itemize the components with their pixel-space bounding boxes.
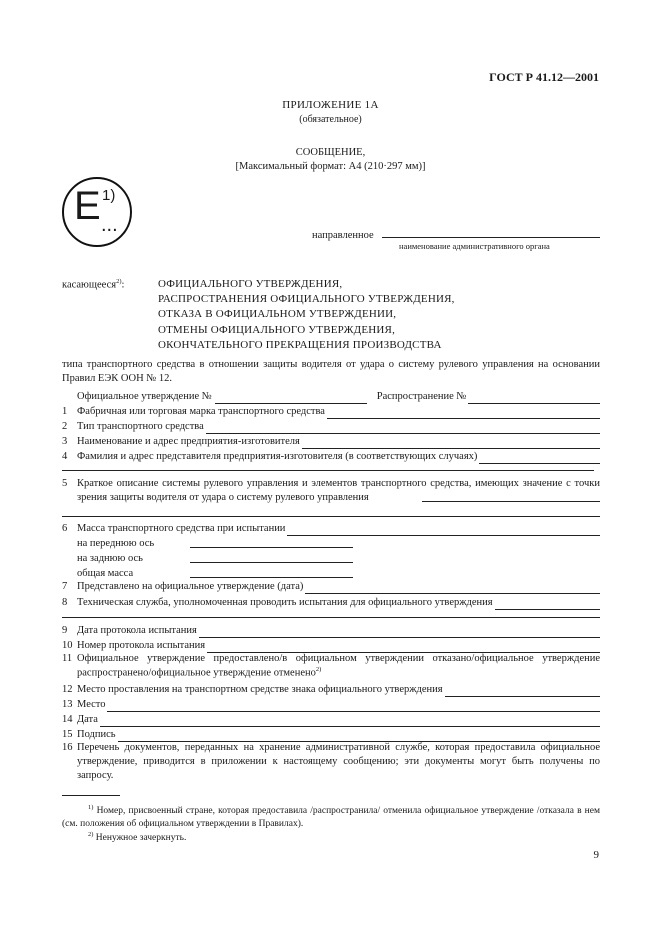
e-mark-symbol bbox=[62, 177, 132, 247]
item-11-text: Официальное утверждение предоставлено/в официальном утверждении отказано/официальное утверждение распространено/официальное утверждение отменено$^{2)}$ bbox=[77, 653, 600, 679]
e-mark-letter: E bbox=[74, 184, 101, 228]
footnote-1: $^{1)}$ Номер, присвоенный стране, которая предоставила /распространила/ отменила официальное утверждение /отказала в нем (см. положения об официальном утверждении в Правилах). bbox=[62, 804, 600, 829]
item-2-field[interactable] bbox=[206, 424, 600, 434]
regarding-item: РАСПРОСТРАНЕНИЯ ОФИЦИАЛЬНОГО УТВЕРЖДЕНИЯ, bbox=[158, 293, 455, 306]
total-mass-field[interactable] bbox=[190, 568, 353, 578]
form-item-14: 14 Дата bbox=[62, 713, 600, 727]
item-6-total-mass-label: общая масса bbox=[77, 568, 134, 579]
form-item-10: 10 Номер протокола испытания bbox=[62, 639, 600, 653]
item-6-rear-axle-label: на заднюю ось bbox=[77, 553, 143, 564]
regarding-item: ОФИЦИАЛЬНОГО УТВЕРЖДЕНИЯ, bbox=[158, 278, 343, 290]
approval-label: Официальное утверждение № bbox=[77, 390, 212, 402]
front-axle-field[interactable] bbox=[190, 538, 353, 548]
sent-by-field[interactable] bbox=[382, 227, 600, 238]
standard-number: ГОСТ Р 41.12—2001 bbox=[489, 70, 599, 84]
regarding-item: ОТМЕНЫ ОФИЦИАЛЬНОГО УТВЕРЖДЕНИЯ, bbox=[158, 323, 396, 336]
item-5-field[interactable] bbox=[422, 493, 600, 502]
item-4-field-continuation[interactable] bbox=[62, 462, 594, 471]
item-12-field[interactable] bbox=[445, 687, 600, 697]
item-8-field-continuation[interactable] bbox=[62, 608, 600, 618]
sent-by-caption: наименование административного органа bbox=[399, 241, 550, 251]
item-7-field[interactable] bbox=[305, 584, 600, 594]
appendix-heading bbox=[0, 98, 661, 126]
extension-label: Распространение № bbox=[376, 390, 467, 402]
form-item-7: 7 Представлено на официальное утверждение (дата) bbox=[62, 580, 600, 594]
message-title: СООБЩЕНИЕ, bbox=[295, 147, 366, 158]
item-3-field[interactable] bbox=[302, 439, 600, 449]
item-5-text: Краткое описание системы рулевого управления и элементов транспортного средства, имеющих значение с точки зрения защиты водителя от удара о систему рулевого управления bbox=[77, 478, 600, 504]
item-9-field[interactable] bbox=[199, 628, 600, 638]
regarding-list bbox=[158, 277, 455, 353]
item-5-number: 5 bbox=[62, 478, 68, 489]
form-item-13: 13 Место bbox=[62, 698, 600, 712]
approval-row bbox=[77, 390, 600, 404]
form-item-3: 3 Наименование и адрес предприятия-изготовителя bbox=[62, 435, 600, 449]
form-item-2: 2 Тип транспортного средства bbox=[62, 420, 600, 434]
page-number: 9 bbox=[593, 849, 599, 861]
item-1-field[interactable] bbox=[327, 409, 600, 419]
item-16-number: 16 bbox=[62, 742, 73, 753]
item-16-text: Перечень документов, переданных на хранение административной службе, которая предоставила официальное утверждение, приводится в приложении к настоящему сообщению; эти документы могут быть получены по запросу. bbox=[77, 742, 600, 782]
e-mark-dots: ... bbox=[101, 214, 118, 236]
appendix-title: ПРИЛОЖЕНИЕ 1А bbox=[282, 99, 379, 111]
intro-paragraph: типа транспортного средства в отношении защиты водителя от удара о систему рулевого управления на основании Правил ЕЭК ООН № 12. bbox=[62, 359, 600, 385]
appendix-note: (обязательное) bbox=[299, 113, 362, 125]
item-6-front-axle-label: на переднюю ось bbox=[77, 538, 155, 549]
form-item-8: 8 Техническая служба, уполномоченная проводить испытания для официального утверждения bbox=[62, 596, 600, 610]
sent-by-label: направленное bbox=[312, 230, 374, 241]
form-item-4: 4 Фамилия и адрес представителя предприятия-изготовителя (в соответствующих случаях) bbox=[62, 450, 600, 464]
item-5-field-continuation[interactable] bbox=[62, 508, 600, 517]
regarding-label: касающееся$^{2)}$: bbox=[62, 278, 125, 291]
footnote-2: $^{2)}$ Ненужное зачеркнуть. bbox=[88, 831, 187, 844]
item-6-field[interactable] bbox=[287, 526, 600, 536]
footnote-divider bbox=[62, 795, 120, 796]
approval-number-field[interactable] bbox=[215, 394, 367, 404]
form-item-12: 12 Место проставления на транспортном средстве знака официального утверждения bbox=[62, 683, 600, 697]
message-heading bbox=[0, 146, 661, 174]
form-item-1: 1 Фабричная или торговая марка транспортного средства bbox=[62, 405, 600, 419]
regarding-item: ОКОНЧАТЕЛЬНОГО ПРЕКРАЩЕНИЯ ПРОИЗВОДСТВА bbox=[158, 338, 442, 351]
rear-axle-field[interactable] bbox=[190, 553, 353, 563]
form-item-9: 9 Дата протокола испытания bbox=[62, 624, 600, 638]
form-item-15: 15 Подпись bbox=[62, 728, 600, 742]
item-11-number: 11 bbox=[62, 653, 73, 664]
message-format: [Максимальный формат: А4 (210·297 мм)] bbox=[235, 161, 426, 173]
e-mark-footnote-ref: 1) bbox=[102, 187, 116, 204]
place-field[interactable] bbox=[107, 702, 600, 712]
extension-number-field[interactable] bbox=[468, 394, 600, 404]
date-field[interactable] bbox=[100, 717, 600, 727]
regarding-item: ОТКАЗА В ОФИЦИАЛЬНОМ УТВЕРЖДЕНИИ, bbox=[158, 308, 397, 321]
form-item-6: 6 Масса транспортного средства при испытании bbox=[62, 522, 600, 536]
